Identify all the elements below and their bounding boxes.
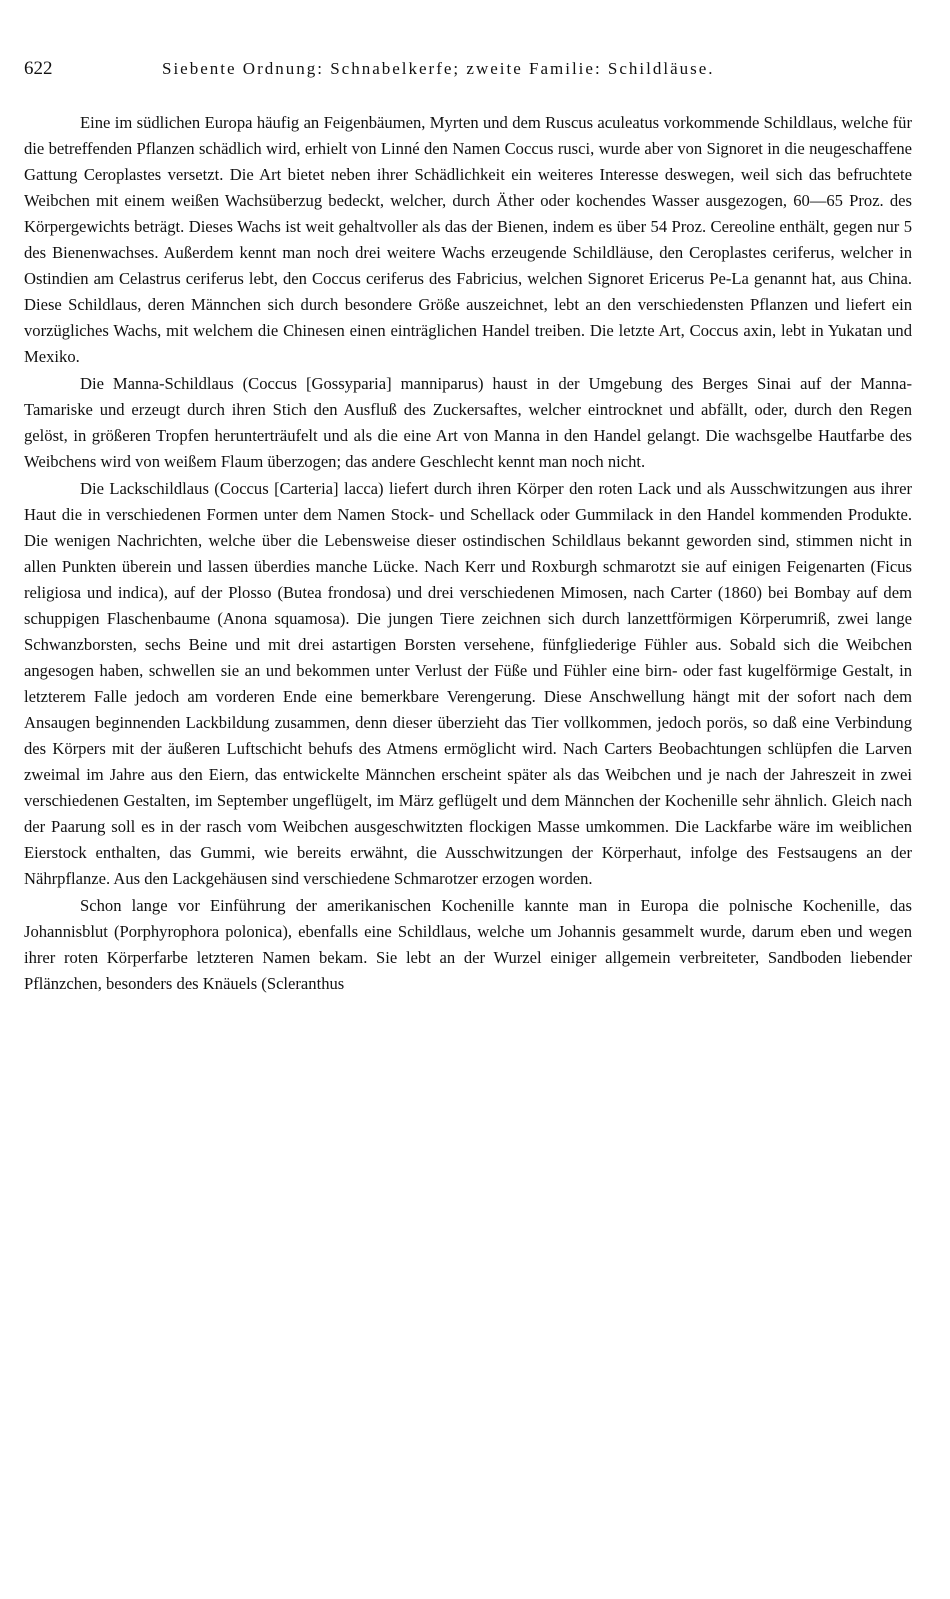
body-text [24, 110, 912, 997]
book-page [24, 58, 912, 997]
running-head: Siebente Ordnung: Schnabelkerfe; zweite Familie: Schildläuse. [162, 59, 715, 78]
paragraph-polnische-kochenille: Schon lange vor Einführung der amerikanischen Kochenille kannte man in Europa die polnische Kochenille, das Johannisblut (Porphyrophora polonica), ebenfalls eine Schildlaus, welche um Johannis gesammelt wurde, darum eben und wegen ihrer roten Körperfarbe letzteren Namen bekam. Sie lebt an der Wurzel einiger allgemein verbreiteter, Sandboden liebender Pflänzchen, besonders des Knäuels (Scleranthus [24, 896, 912, 993]
paragraph-ceroplastes: Eine im südlichen Europa häufig an Feigenbäumen, Myrten und dem Ruscus aculeatus vorkommende Schildlaus, welche für die betreffenden Pflanzen schädlich wird, erhielt von Linné den Namen Coccus rusci, wurde aber von Signoret in die neugeschaffene Gattung Ceroplastes versetzt. Die Art bietet neben ihrer Schädlichkeit ein weiteres Interesse deswegen, weil sich das befruchtete Weibchen mit einem weißen Wachsüberzug bedeckt, welcher, durch Äther oder kochendes Wasser ausgezogen, 60—65 Proz. des Körpergewichts beträgt. Dieses Wachs ist weit gehaltvoller als das der Bienen, indem es über 54 Proz. Cereoline enthält, gegen nur 5 des Bienenwachses. Außerdem kennt man noch drei weitere Wachs erzeugende Schildläuse, den Ceroplastes ceriferus, welcher in Ostindien am Celastrus ceriferus lebt, den Coccus ceriferus des Fabricius, welchen Signoret Ericerus Pe-La genannt hat, aus China. Diese Schildlaus, deren Männchen sich durch besondere Größe auszeichnet, lebt an den verschiedensten Pflanzen und liefert ein vorzügliches Wachs, mit welchem die Chinesen einen einträglichen Handel treiben. Die letzte Art, Coccus axin, lebt in Yukatan und Mexiko. [24, 113, 912, 366]
paragraph-lackschildlaus: Die Lackschildlaus (Coccus [Carteria] lacca) liefert durch ihren Körper den roten Lack und als Ausschwitzungen aus ihrer Haut die in verschiedenen Formen unter dem Namen Stock- und Schellack oder Gummilack in den Handel kommenden Produkte. Die wenigen Nachrichten, welche über die Lebensweise dieser ostindischen Schildlaus bekannt geworden sind, stimmen nicht in allen Punkten überein und lassen überdies manche Lücke. Nach Kerr und Roxburgh schmarotzt sie auf einigen Feigenarten (Ficus religiosa und indica), auf der Plosso (Butea frondosa) und drei verschiedenen Mimosen, nach Carter (1860) bei Bombay auf dem schuppigen Flaschenbaume (Anona squamosa). Die jungen Tiere zeichnen sich durch lanzettförmigen Körperumriß, zwei lange Schwanzborsten, sechs Beine und mit drei astartigen Borsten versehene, fünfgliederige Fühler aus. Sobald sich die Weibchen angesogen haben, schwellen sie an und bekommen unter Verlust der Füße und Fühler eine birn- oder fast kugelförmige Gestalt, in letzterem Falle jedoch am vorderen Ende eine bemerkbare Verengerung. Diese Anschwellung hängt mit der sofort nach dem Ansaugen beginnenden Lackbildung zusammen, denn dieser überzieht das Tier vollkommen, jedoch porös, so daß eine Verbindung des Körpers mit der äußeren Luftschicht behufs des Atmens ermöglicht wird. Nach Carters Beobachtungen schlüpfen die Larven zweimal im Jahre aus den Eiern, das entwickelte Männchen erscheint später als das Weibchen und je nach der Jahreszeit in zwei verschiedenen Gestalten, im September ungeflügelt, im März geflügelt und dem Männchen der Kochenille sehr ähnlich. Gleich nach der Paarung soll es in der rasch vom Weibchen ausgeschwitzten flockigen Masse umkommen. Die Lackfarbe wäre im weiblichen Eierstock enthalten, das Gummi, wie bereits erwähnt, die Ausschwitzungen der Körperhaut, infolge des Festsaugens an der Nährpflanze. Aus den Lackgehäusen sind verschiedene Schmarotzer erzogen worden. [24, 479, 912, 888]
page-number: 622 [24, 58, 53, 79]
paragraph-manna-schildlaus: Die Manna-Schildlaus (Coccus [Gossyparia] manniparus) haust in der Umgebung des Berges Sinai auf der Manna-Tamariske und erzeugt durch ihren Stich den Ausfluß des Zuckersaftes, welcher eintrocknet und abfällt, oder, durch den Regen gelöst, in größeren Tropfen herunterträufelt und als die eine Art von Manna in den Handel gelangt. Die wachsgelbe Hautfarbe des Weibchens wird von weißem Flaum überzogen; das andere Geschlecht kennt man noch nicht. [24, 374, 912, 471]
page-header [24, 58, 912, 88]
